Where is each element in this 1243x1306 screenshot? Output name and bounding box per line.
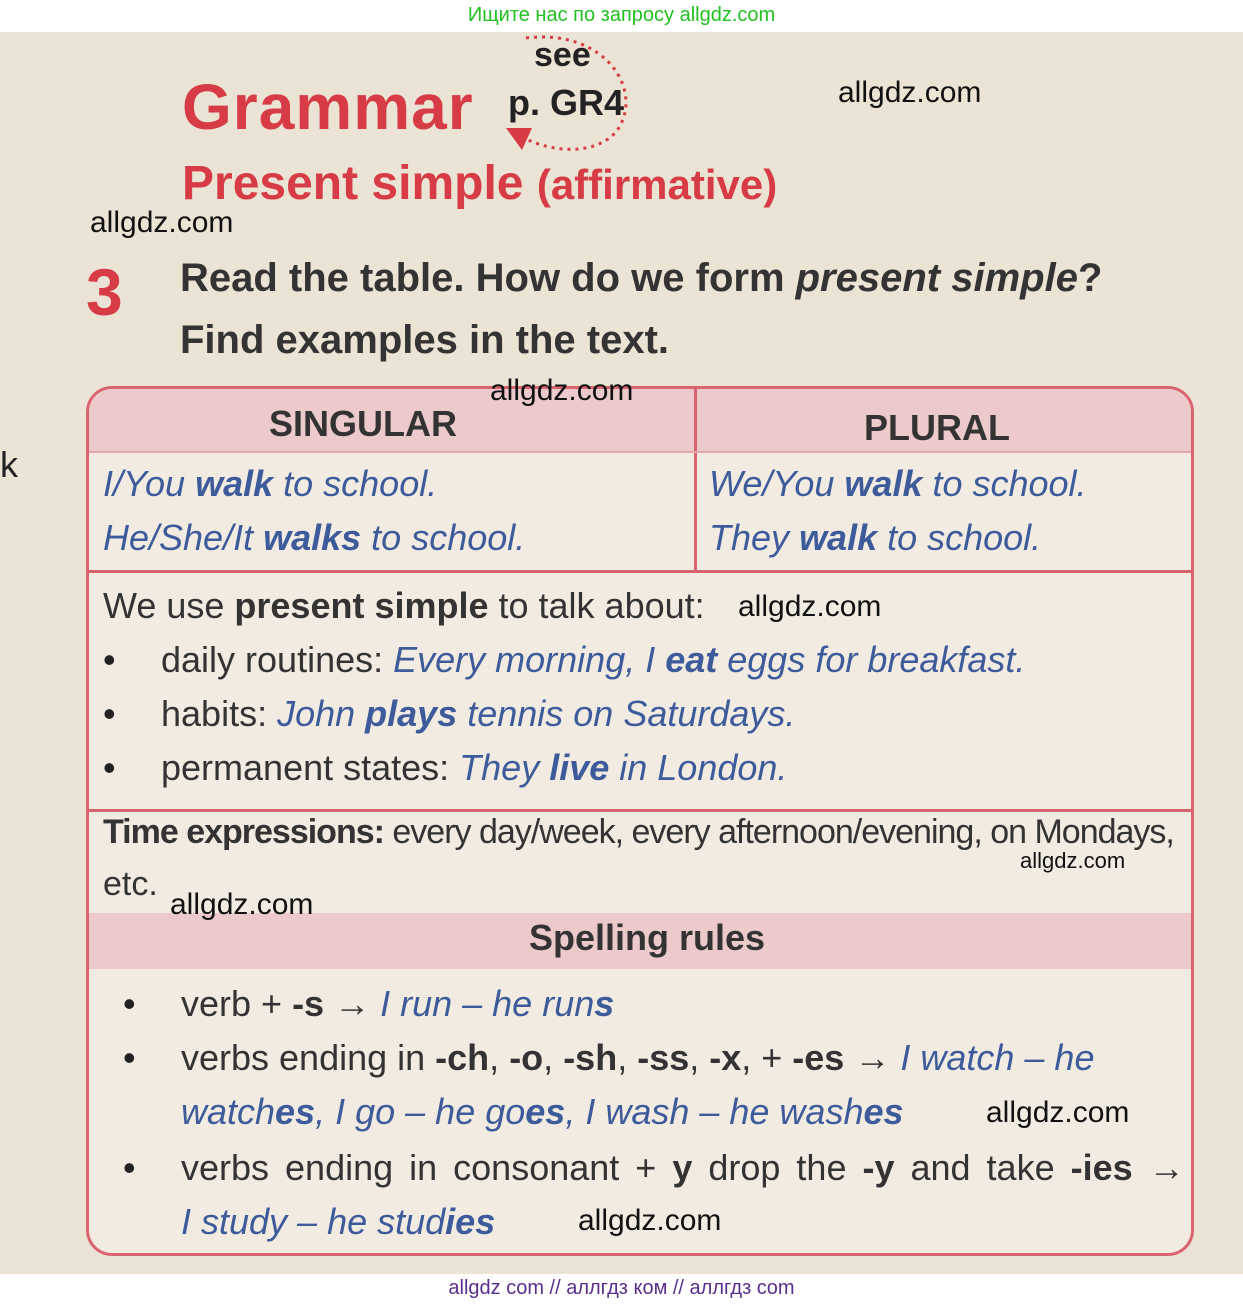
watermark: allgdz.com — [738, 590, 882, 623]
divider — [89, 570, 1191, 573]
grammar-title: Grammar — [182, 71, 474, 143]
bullet-icon: • — [103, 693, 116, 734]
section-subtitle — [182, 156, 777, 211]
bullet-icon: • — [103, 639, 116, 680]
watermark: allgdz.com — [90, 206, 234, 239]
singular-example-2: He/She/It walks to school. — [103, 517, 526, 558]
see-label: see — [534, 36, 591, 74]
watermark: allgdz.com — [1020, 848, 1126, 873]
time-expressions: Time expressions: every day/week, every afternoon/evening, on Mondays, — [103, 813, 1174, 851]
bottom-banner: allgdz com // аллгдз ком // аллгдз com — [448, 1277, 795, 1299]
exercise-instruction-line1: Read the table. How do we form present simple? — [180, 256, 1103, 300]
bullet-icon: • — [123, 983, 136, 1024]
usage-item-habits: habits: John plays tennis on Saturdays. — [161, 693, 796, 734]
watermark: allgdz.com — [490, 374, 634, 407]
time-expressions-etc: etc. — [103, 865, 158, 903]
bullet-icon: • — [103, 747, 116, 788]
watermark: allgdz.com — [986, 1096, 1130, 1129]
plural-example-2: They walk to school. — [709, 517, 1042, 558]
textbook-page — [0, 32, 1243, 1274]
cut-off-letter: k — [0, 444, 18, 485]
plural-example-1: We/You walk to school. — [709, 463, 1087, 504]
watermark: allgdz.com — [578, 1204, 722, 1237]
plural-header: PLURAL — [864, 407, 1010, 448]
singular-example-1: I/You walk to school. — [103, 463, 438, 504]
usage-intro: We use present simple to talk about: — [103, 585, 705, 626]
divider — [89, 809, 1191, 812]
exercise-instruction-line2: Find examples in the text. — [180, 318, 670, 362]
header-divider — [89, 451, 1191, 453]
bullet-icon: • — [123, 1147, 136, 1188]
usage-item-routines: daily routines: Every morning, I eat eggs for breakfast. — [161, 639, 1026, 680]
spelling-rule-ies-example: I study – he studies — [181, 1201, 496, 1242]
watermark: allgdz.com — [838, 76, 982, 109]
spelling-rule-es-examples: watches, I go – he goes, I wash – he washes — [181, 1091, 904, 1132]
spelling-rule-s: verb + -s → I run – he runs — [181, 983, 615, 1024]
page-reference: p. GR4 — [508, 82, 625, 123]
usage-item-states: permanent states: They live in London. — [161, 747, 788, 788]
header-band — [89, 389, 1191, 451]
exercise-number: 3 — [86, 255, 123, 329]
top-banner: Ищите нас по запросу allgdz.com — [467, 4, 776, 26]
spelling-rule-es: verbs ending in -ch, -o, -sh, -ss, -x, + -es → I watch – he — [181, 1037, 1095, 1078]
subtitle-paren: (affirmative) — [536, 161, 778, 208]
singular-header: SINGULAR — [269, 403, 457, 444]
spelling-rule-ies: verbs ending in consonant + y drop the -y and take -ies → — [181, 1147, 1185, 1188]
column-divider — [694, 389, 697, 570]
bullet-icon: • — [123, 1037, 136, 1078]
spelling-title: Spelling rules — [529, 917, 766, 958]
watermark: allgdz.com — [170, 888, 314, 921]
subtitle-main: Present simple — [182, 157, 524, 210]
